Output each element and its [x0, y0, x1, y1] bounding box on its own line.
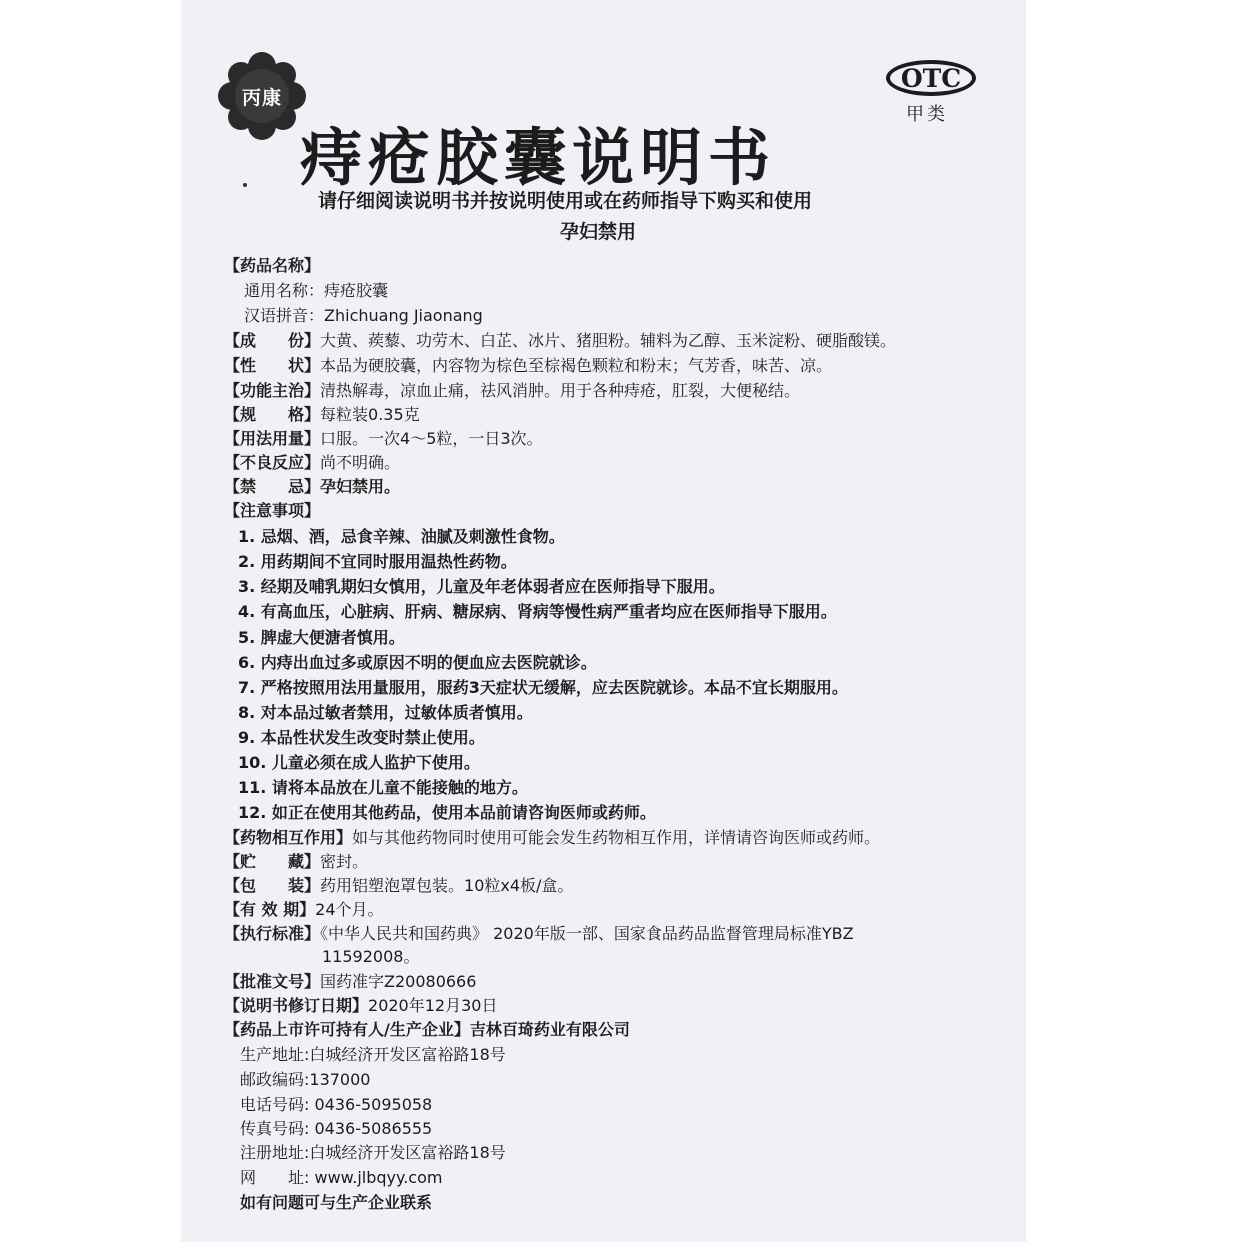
section-label: 【有 效 期】	[224, 900, 316, 919]
section-label: 【药品上市许可持有人/生产企业】	[224, 1020, 470, 1039]
description-row	[224, 356, 832, 376]
indications-row	[224, 381, 800, 401]
section-value: 2020年12月30日	[368, 996, 498, 1015]
section-value: 大黄、蒺藜、功劳木、白芷、冰片、猪胆粉。辅料为乙醇、玉米淀粉、硬脂酸镁。	[320, 331, 897, 350]
contact-footer: 如有问题可与生产企业联系	[240, 1193, 433, 1212]
section-value: 药用铝塑泡罩包装。10粒x4板/盒。	[320, 876, 574, 895]
section-label: 【批准文号】	[224, 972, 321, 991]
section-label: 【用法用量】	[224, 429, 321, 448]
interactions-row	[224, 828, 880, 848]
print-speck	[243, 183, 247, 187]
precaution-item: 3. 经期及哺乳期妇女慎用，儿童及年老体弱者应在医师指导下服用。	[238, 577, 725, 596]
holder-row	[224, 1020, 630, 1040]
precaution-item: 6. 内痔出血过多或原因不明的便血应去医院就诊。	[238, 653, 597, 672]
precaution-item: 11. 请将本品放在儿童不能接触的地方。	[238, 778, 528, 797]
contact-line: 传真号码: 0436-5086555	[240, 1119, 433, 1138]
section-label: 【说明书修订日期】	[224, 996, 369, 1015]
precaution-item: 1. 忌烟、酒，忌食辛辣、油腻及刺激性食物。	[238, 527, 565, 546]
drug-name-heading: 【药品名称】	[224, 256, 321, 275]
brand-logo-text: 丙康	[241, 86, 282, 109]
contact-line: 注册地址:白城经济开发区富裕路18号	[240, 1143, 506, 1162]
precaution-item: 5. 脾虚大便溏者慎用。	[238, 628, 405, 647]
otc-class-label: 甲类	[906, 104, 948, 125]
section-label: 【禁 忌】	[224, 477, 321, 496]
standard-row	[224, 924, 854, 944]
precaution-item: 4. 有高血压，心脏病、肝病、糖尿病、肾病等慢性病严重者均应在医师指导下服用。	[238, 602, 837, 621]
website-line: 网 址: www.jlbqyy.com	[240, 1168, 443, 1187]
brand-logo	[218, 52, 306, 140]
generic-name-label: 通用名称：	[244, 281, 325, 300]
contact-line: 生产地址:白城经济开发区富裕路18号	[240, 1045, 506, 1064]
section-label: 【成 份】	[224, 331, 321, 350]
section-label: 【执行标准】	[224, 924, 321, 943]
precaution-item: 8. 对本品过敏者禁用，过敏体质者慎用。	[238, 703, 533, 722]
precaution-item: 9. 本品性状发生改变时禁止使用。	[238, 728, 485, 747]
standard-continuation: 11592008。	[322, 947, 420, 966]
packaging-row	[224, 876, 573, 896]
section-value: 口服。一次4～5粒，一日3次。	[320, 429, 543, 448]
section-value: 清热解毒，凉血止痛，祛风消肿。用于各种痔疮，肛裂，大便秘结。	[320, 381, 801, 400]
adverse-reactions-row	[224, 453, 400, 473]
contact-line: 电话号码: 0436-5095058	[240, 1095, 433, 1114]
ingredients-row	[224, 331, 896, 351]
pinyin-value: Zhichuang Jiaonang	[324, 306, 483, 325]
section-value: 本品为硬胶囊，内容物为棕色至棕褐色颗粒和粉末；气芳香，味苦、凉。	[320, 356, 833, 375]
dosage-row	[224, 429, 543, 449]
section-value: 孕妇禁用。	[320, 477, 401, 496]
section-value: 密封。	[320, 852, 369, 871]
precaution-item: 7. 严格按照用法用量服用，服药3天症状无缓解，应去医院就诊。本品不宜长期服用。	[238, 678, 848, 697]
otc-badge: OTC	[886, 60, 976, 96]
precautions-heading: 【注意事项】	[224, 501, 321, 520]
revision-row	[224, 996, 497, 1016]
contraindications-row	[224, 477, 400, 497]
generic-name-value: 痔疮胶囊	[324, 281, 389, 300]
section-value: 《中华人民共和国药典》 2020年版一部、国家食品药品监督管理局标准YBZ	[320, 924, 854, 943]
section-value: 吉林百琦药业有限公司	[469, 1020, 630, 1039]
generic-name-row	[244, 281, 388, 301]
section-label: 【性 状】	[224, 356, 321, 375]
section-value: 如与其他药物同时使用可能会发生药物相互作用，详情请咨询医师或药师。	[352, 828, 881, 847]
section-label: 【包 装】	[224, 876, 321, 895]
section-label: 【功能主治】	[224, 381, 321, 400]
contact-line: 邮政编码:137000	[240, 1070, 371, 1089]
section-value: 国药准字Z20080666	[320, 972, 477, 991]
pinyin-row	[244, 306, 483, 326]
precaution-item: 2. 用药期间不宜同时服用温热性药物。	[238, 552, 517, 571]
shelf-life-row	[224, 900, 384, 920]
section-value: 24个月。	[315, 900, 384, 919]
section-label: 【药物相互作用】	[224, 828, 353, 847]
pinyin-label: 汉语拼音：	[244, 306, 325, 325]
specification-row	[224, 405, 420, 425]
section-label: 【规 格】	[224, 405, 321, 424]
read-instructions-warning: 请仔细阅读说明书并按说明使用或在药师指导下购买和使用	[318, 190, 813, 212]
section-value: 尚不明确。	[320, 453, 401, 472]
storage-row	[224, 852, 368, 872]
section-label: 【不良反应】	[224, 453, 321, 472]
section-label: 【贮 藏】	[224, 852, 321, 871]
approval-row	[224, 972, 476, 992]
page-title: 痔疮胶囊说明书	[300, 121, 777, 194]
precaution-item: 12. 如正在使用其他药品，使用本品前请咨询医师或药师。	[238, 803, 656, 822]
pregnancy-warning: 孕妇禁用	[560, 221, 637, 243]
section-value: 每粒装0.35克	[320, 405, 420, 424]
precaution-item: 10. 儿童必须在成人监护下使用。	[238, 753, 480, 772]
